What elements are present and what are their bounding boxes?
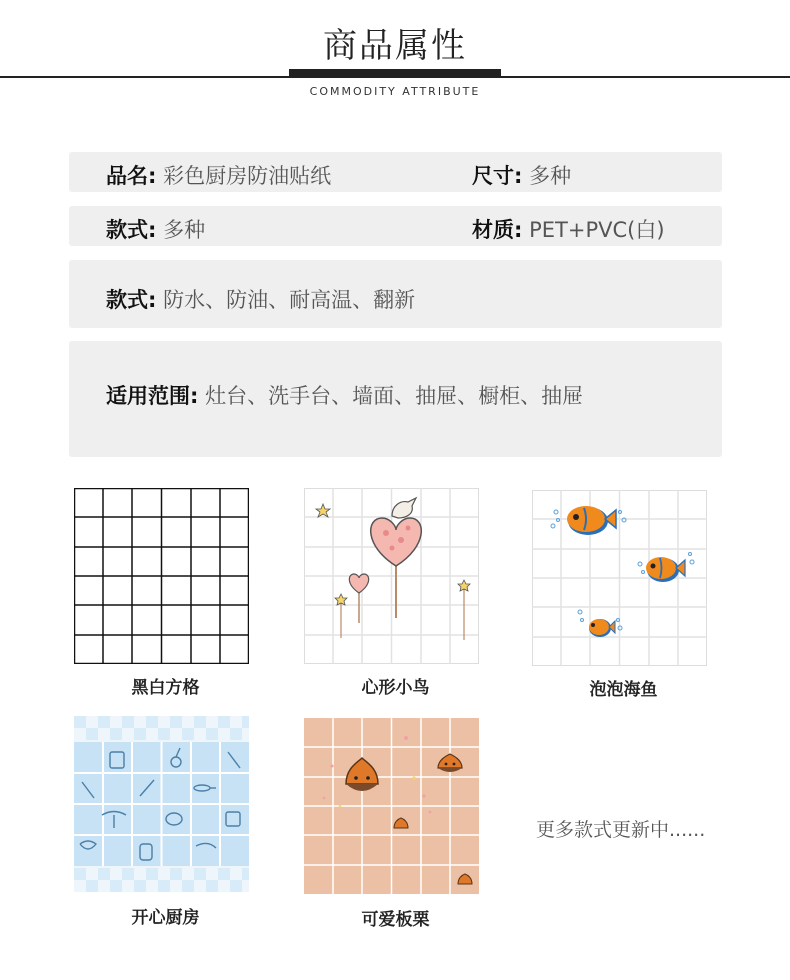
header-divider-accent: [289, 69, 501, 78]
attr-material: [472, 214, 665, 244]
attr-style-label: 款式:: [106, 218, 157, 242]
attr-name-value: 彩色厨房防油贴纸: [163, 164, 332, 188]
style-caption-5: 可爱板栗: [361, 910, 430, 930]
attr-name-label: 品名:: [106, 164, 157, 188]
attr-material-label: 材质:: [472, 218, 523, 242]
style-tile-fish-bubbles[interactable]: [532, 490, 707, 666]
style-caption-4: 开心厨房: [131, 908, 200, 928]
style-tile-black-white-grid[interactable]: [74, 488, 249, 664]
style-caption-3: 泡泡海鱼: [589, 680, 658, 700]
attr-feature-value: 防水、防油、耐高温、翻新: [163, 288, 416, 312]
style-tile-heart-bird[interactable]: [304, 488, 479, 664]
attr-scope-value: 灶台、洗手台、墙面、抽屉、橱柜、抽屉: [205, 384, 584, 408]
attr-size-label: 尺寸:: [472, 164, 523, 188]
attr-size: [472, 160, 571, 190]
attr-name: [106, 160, 331, 190]
cute-chestnut-image: [304, 718, 479, 894]
attr-scope-label: 适用范围:: [106, 384, 199, 408]
style-caption-2: 心形小鸟: [361, 678, 430, 698]
happy-kitchen-image: [74, 716, 249, 892]
attr-feature-label: 款式:: [106, 288, 157, 312]
style-tile-happy-kitchen[interactable]: [74, 716, 249, 892]
page-title: 商品属性: [323, 26, 467, 66]
attr-scope: [106, 380, 583, 410]
black-white-grid-image: [74, 488, 249, 664]
style-caption-1: 黑白方格: [131, 678, 200, 698]
heart-bird-image: [304, 488, 479, 664]
attr-feature: [106, 284, 415, 314]
attr-size-value: 多种: [529, 164, 572, 188]
page-subtitle: COMMODITY ATTRIBUTE: [309, 85, 481, 98]
style-tile-cute-chestnut[interactable]: [304, 718, 479, 894]
fish-bubbles-image: [532, 490, 707, 666]
attr-style-value: 多种: [163, 218, 206, 242]
attr-material-value: PET+PVC(白): [529, 218, 665, 242]
attr-style: [106, 214, 205, 244]
more-styles-text: 更多款式更新中......: [536, 819, 706, 841]
